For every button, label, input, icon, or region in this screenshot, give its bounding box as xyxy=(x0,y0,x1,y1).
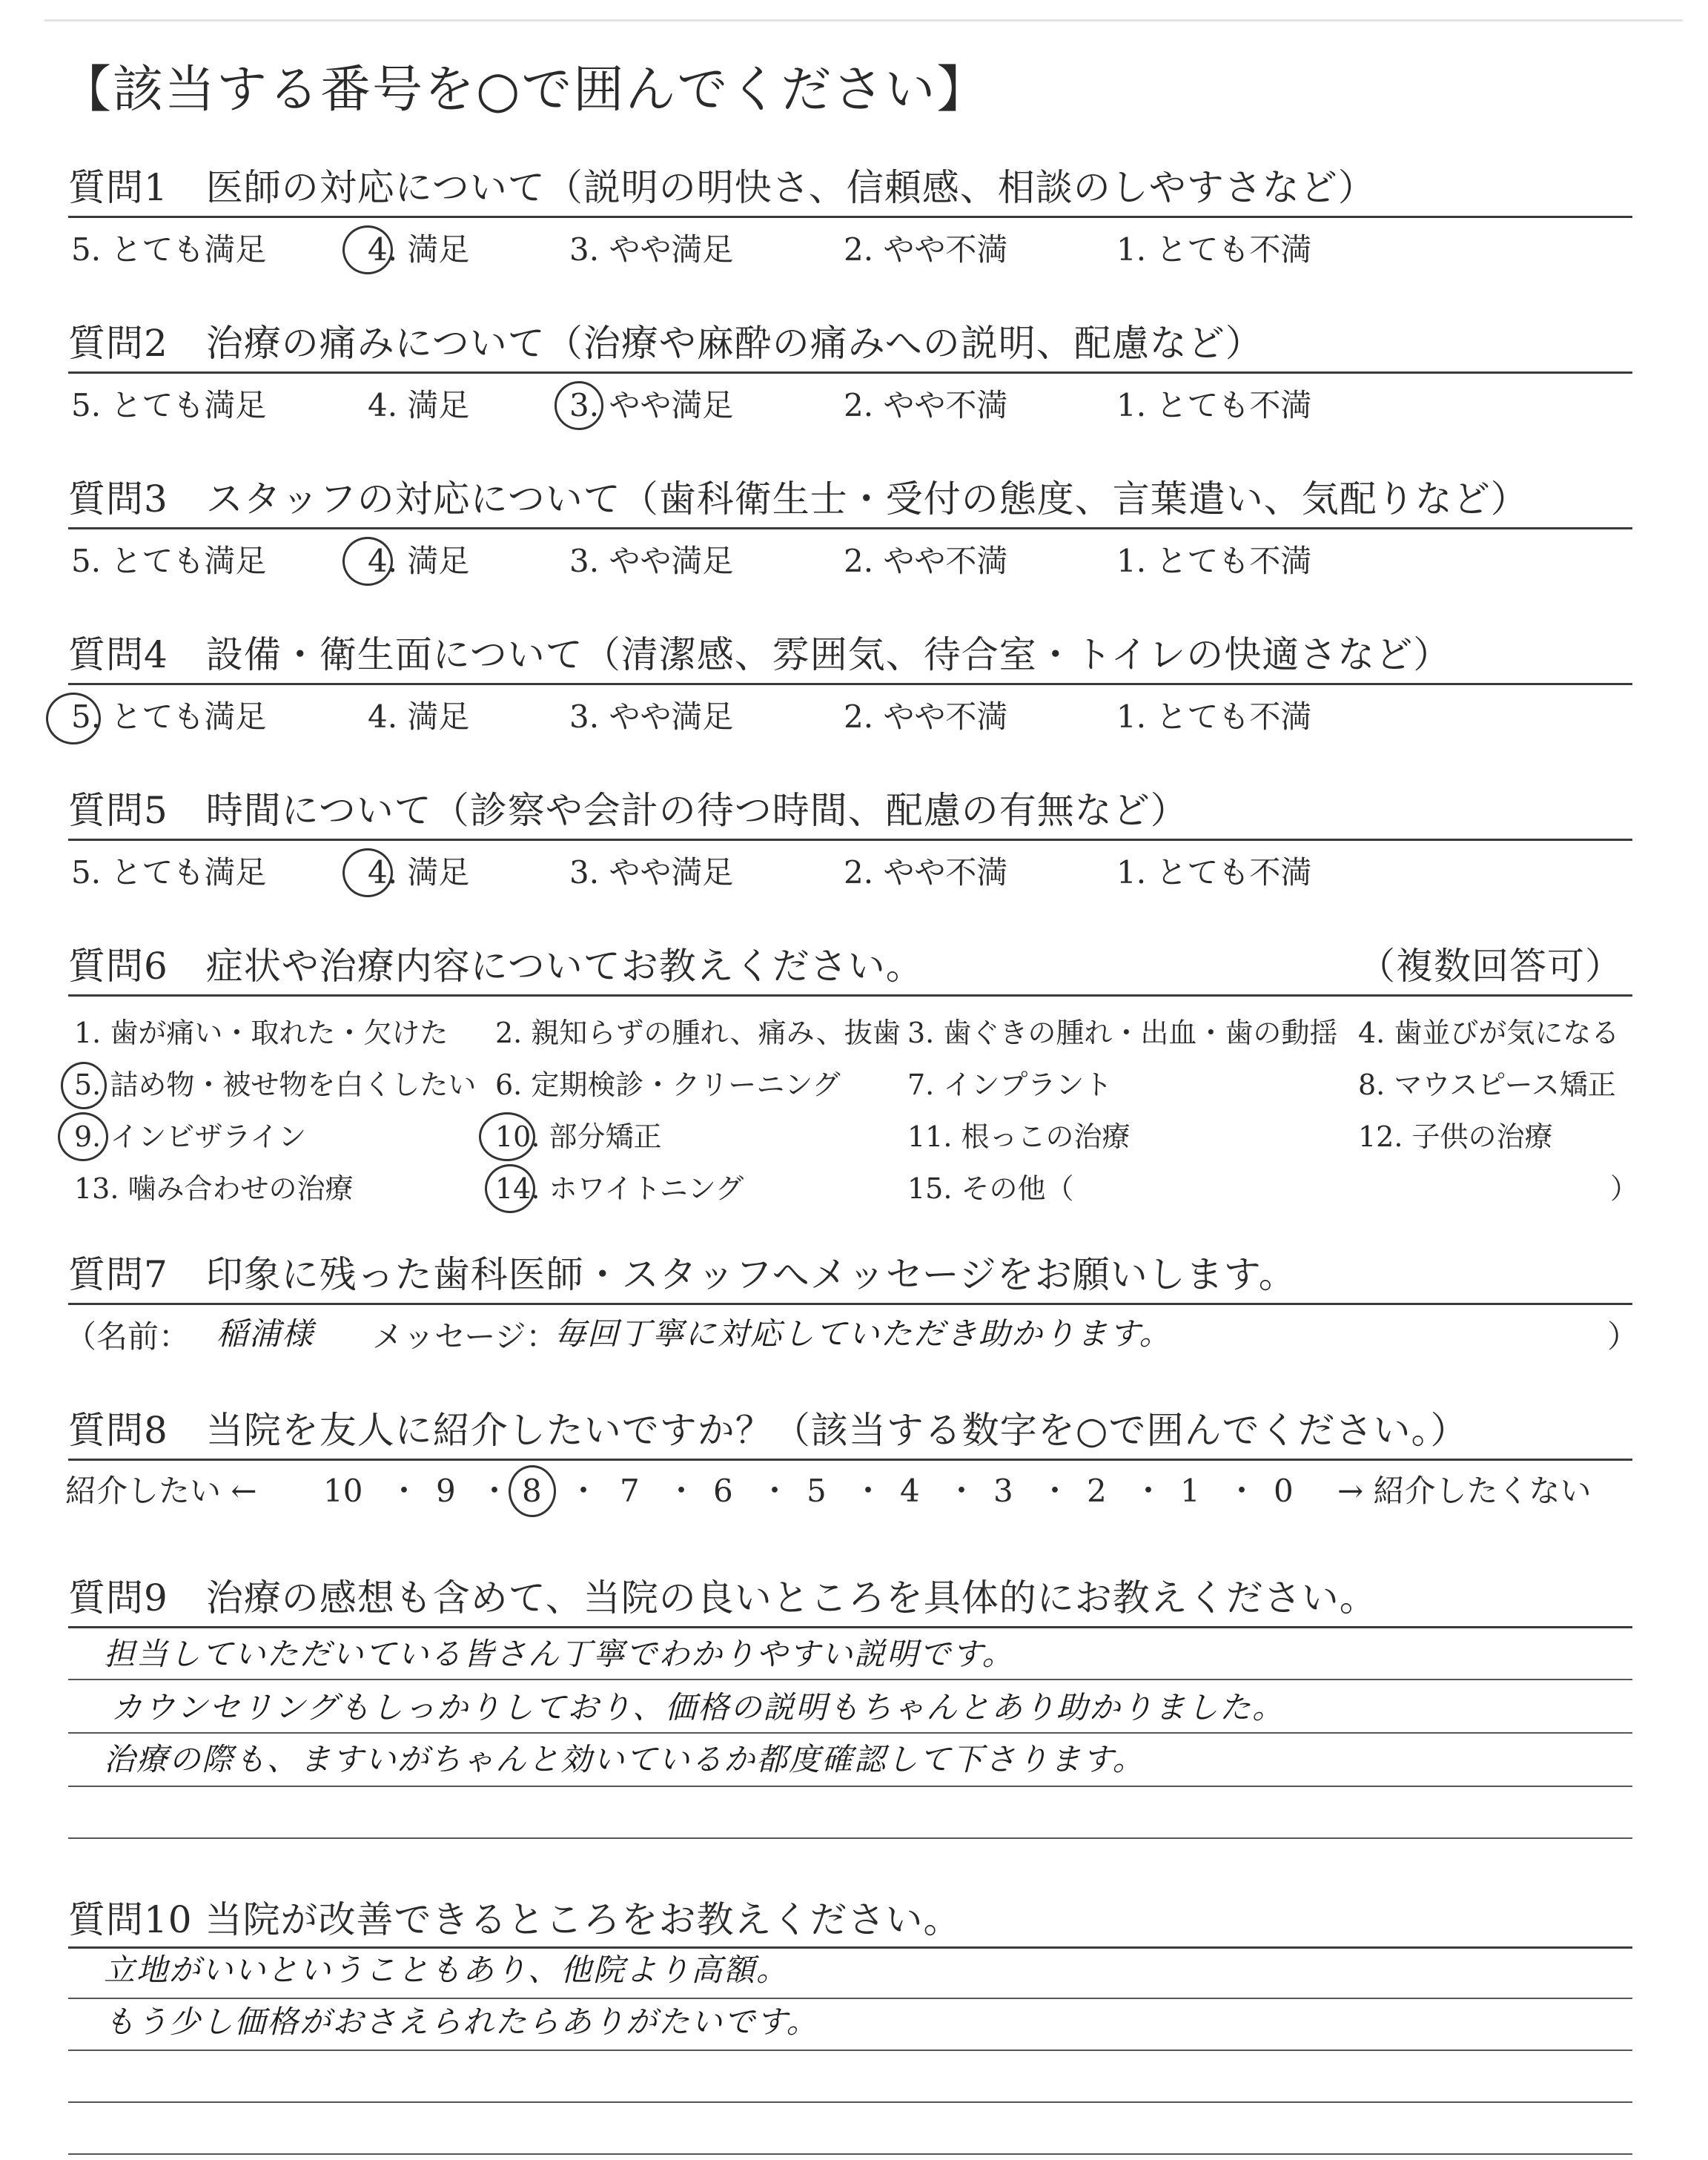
q9-rule-2 xyxy=(68,1679,1632,1680)
question-3-title: 質問3 スタッフの対応について（歯科衛生士・受付の態度、言葉遣い、気配りなど） xyxy=(68,478,1529,521)
q5-option-4[interactable]: 4. 満足 xyxy=(368,854,470,891)
q8-score-2[interactable]: 2 xyxy=(1087,1473,1107,1509)
q2-option-2[interactable]: 2. やや不満 xyxy=(844,387,1008,423)
q5-selection-circle xyxy=(342,848,393,897)
q3-option-4[interactable]: 4. 満足 xyxy=(368,543,470,579)
question-9-title: 質問9 治療の感想も含めて、当院の良いところを具体的にお教えください。 xyxy=(68,1576,1377,1619)
q1-option-2[interactable]: 2. やや不満 xyxy=(844,231,1008,268)
q8-dot-9: ・ xyxy=(1133,1473,1165,1509)
question-9 xyxy=(68,1576,1632,1619)
q2-option-4[interactable]: 4. 満足 xyxy=(368,387,470,423)
question-10-title: 質問10 当院が改善できるところをお教えください。 xyxy=(68,1898,961,1941)
question-5-rule xyxy=(68,839,1632,841)
question-1 xyxy=(68,166,1632,317)
q6-option-2[interactable]: 2. 親知らずの腫れ、痛み、抜歯 xyxy=(495,1017,901,1049)
q4-option-5[interactable]: 5. とても満足 xyxy=(71,698,267,735)
q6-selection-circle-10 xyxy=(479,1112,535,1161)
q10-rule-5 xyxy=(68,2153,1632,2155)
q9-answer-line-3[interactable]: 治療の際も、ますいがちゃんと効いているか都度確認して下さります。 xyxy=(104,1741,1145,1777)
question-6-note: （複数回答可） xyxy=(1358,945,1623,988)
question-4-rule xyxy=(68,683,1632,685)
q1-option-1[interactable]: 1. とても不満 xyxy=(1116,231,1312,268)
q6-option-4[interactable]: 4. 歯並びが気になる xyxy=(1358,1017,1620,1049)
question-7 xyxy=(65,1253,1639,1404)
q6-other-close: ） xyxy=(1610,1172,1639,1205)
question-3 xyxy=(68,480,1632,629)
q6-option-10[interactable]: 10. 部分矯正 xyxy=(495,1120,662,1153)
q8-dot-7: ・ xyxy=(946,1473,978,1509)
q3-option-1[interactable]: 1. とても不満 xyxy=(1116,543,1312,579)
q4-option-3[interactable]: 3. やや満足 xyxy=(569,698,734,735)
q2-option-5[interactable]: 5. とても満足 xyxy=(71,387,267,423)
q5-option-3[interactable]: 3. やや満足 xyxy=(569,854,734,891)
q10-rule-4 xyxy=(68,2101,1632,2103)
question-7-title: 質問7 印象に残った歯科医師・スタッフへメッセージをお願いします。 xyxy=(68,1253,1297,1296)
q4-option-2[interactable]: 2. やや不満 xyxy=(844,698,1008,735)
q5-option-2[interactable]: 2. やや不満 xyxy=(844,854,1008,891)
q2-option-3[interactable]: 3. やや満足 xyxy=(569,387,734,423)
question-4 xyxy=(68,633,1632,785)
question-8-rule xyxy=(68,1459,1632,1461)
q7-name-label: （名前： xyxy=(65,1318,191,1355)
q4-option-1[interactable]: 1. とても不満 xyxy=(1116,698,1312,735)
q10-rule-3 xyxy=(68,2050,1632,2051)
question-4-title: 質問4 設備・衛生面について（清潔感、雰囲気、待合室・トイレの快適さなど） xyxy=(68,633,1452,676)
q8-dot-3: ・ xyxy=(568,1473,600,1509)
q1-option-4[interactable]: 4. 満足 xyxy=(368,231,470,268)
q10-answer-line-2[interactable]: もう少し価格がおさえられたらありがたいです。 xyxy=(104,2004,819,2040)
q3-selection-circle xyxy=(342,537,393,586)
q10-rule-1 xyxy=(68,1946,1632,1949)
q10-rule-2 xyxy=(68,1998,1632,1999)
q6-option-9[interactable]: 9. インビザライン xyxy=(74,1120,307,1153)
q7-name-value[interactable]: 稲浦様 xyxy=(216,1315,315,1352)
question-6-title: 質問6 症状や治療内容についてお教えください。 xyxy=(68,945,924,988)
q8-dot-6: ・ xyxy=(853,1473,884,1509)
q9-rule-1 xyxy=(68,1626,1632,1628)
q7-close: ） xyxy=(1607,1318,1639,1355)
question-6-rule xyxy=(68,994,1632,997)
q9-rule-5 xyxy=(68,1837,1632,1839)
q6-option-3[interactable]: 3. 歯ぐきの腫れ・出血・歯の動揺 xyxy=(907,1017,1338,1049)
q8-dot-10: ・ xyxy=(1226,1473,1258,1509)
q8-dot-1: ・ xyxy=(388,1473,420,1509)
question-8-title: 質問8 当院を友人に紹介したいですか？（該当する数字を○で囲んでください。） xyxy=(68,1409,1469,1452)
q8-dot-8: ・ xyxy=(1039,1473,1071,1509)
question-6 xyxy=(68,945,1639,1205)
q1-option-3[interactable]: 3. やや満足 xyxy=(569,231,734,268)
q1-selection-circle xyxy=(342,225,393,274)
q2-selection-circle xyxy=(555,381,603,430)
q9-rule-3 xyxy=(68,1732,1632,1734)
q8-left-label: 紹介したい ← xyxy=(65,1473,257,1509)
question-7-rule xyxy=(68,1303,1632,1305)
q8-score-1[interactable]: 1 xyxy=(1180,1473,1200,1509)
q5-option-5[interactable]: 5. とても満足 xyxy=(71,854,267,891)
q3-option-5[interactable]: 5. とても満足 xyxy=(71,543,267,579)
q6-option-1[interactable]: 1. 歯が痛い・取れた・欠けた xyxy=(74,1017,448,1049)
question-2 xyxy=(68,322,1632,473)
q7-message-value[interactable]: 毎回丁寧に対応していただき助かります。 xyxy=(555,1315,1172,1352)
q9-answer-line-2[interactable]: カウンセリングもしっかりしており、価格の説明もちゃんとあり助かりました。 xyxy=(111,1689,1285,1725)
page-heading: 【該当する番号を○で囲んでください】 xyxy=(61,61,989,119)
q8-selection-circle xyxy=(509,1465,556,1517)
q3-option-3[interactable]: 3. やや満足 xyxy=(569,543,734,579)
q4-option-4[interactable]: 4. 満足 xyxy=(368,698,470,735)
q8-score-5[interactable]: 5 xyxy=(807,1473,827,1509)
q8-score-4[interactable]: 4 xyxy=(900,1473,920,1509)
q3-option-2[interactable]: 2. やや不満 xyxy=(844,543,1008,579)
q8-score-3[interactable]: 3 xyxy=(993,1473,1013,1509)
q8-score-10[interactable]: 10 xyxy=(323,1473,363,1509)
q6-option-6[interactable]: 6. 定期検診・クリーニング xyxy=(495,1069,841,1101)
q6-option-13[interactable]: 13. 噛み合わせの治療 xyxy=(74,1172,354,1205)
q1-option-5[interactable]: 5. とても満足 xyxy=(71,231,267,268)
q6-option-8[interactable]: 8. マウスピース矯正 xyxy=(1358,1069,1616,1101)
question-1-title: 質問1 医師の対応について（説明の明快さ、信頼感、相談のしやすさなど） xyxy=(68,166,1376,209)
question-2-title: 質問2 治療の痛みについて（治療や麻酔の痛みへの説明、配慮など） xyxy=(68,322,1263,365)
q6-option-15[interactable]: 15. その他（ xyxy=(907,1172,1074,1205)
page-top-border xyxy=(44,19,1683,22)
question-5 xyxy=(68,789,1632,940)
q8-right-label: → 紹介したくない xyxy=(1337,1473,1592,1509)
q6-option-12[interactable]: 12. 子供の治療 xyxy=(1358,1120,1553,1153)
question-2-rule xyxy=(68,371,1632,374)
q7-message-label: メッセージ： xyxy=(372,1318,557,1355)
q6-selection-circle-9 xyxy=(58,1112,108,1161)
q10-answer-line-1[interactable]: 立地がいいということもあり、他院より高額。 xyxy=(104,1952,790,1988)
question-8 xyxy=(65,1409,1632,1560)
q9-rule-4 xyxy=(68,1786,1632,1787)
q9-answer-line-1[interactable]: 担当していただいている皆さん丁寧でわかりやすい説明です。 xyxy=(104,1636,1015,1672)
question-3-rule xyxy=(68,527,1632,529)
q8-score-0[interactable]: 0 xyxy=(1274,1473,1294,1509)
q8-score-8[interactable]: 8 xyxy=(522,1473,542,1509)
q8-score-6[interactable]: 6 xyxy=(713,1473,733,1509)
q6-selection-circle-5 xyxy=(61,1062,107,1109)
q6-option-7[interactable]: 7. インプラント xyxy=(907,1069,1113,1101)
question-1-rule xyxy=(68,216,1632,218)
q6-option-11[interactable]: 11. 根っこの治療 xyxy=(907,1120,1131,1153)
q8-score-9[interactable]: 9 xyxy=(436,1473,456,1509)
q8-dot-2: ・ xyxy=(479,1473,511,1509)
q5-option-1[interactable]: 1. とても不満 xyxy=(1116,854,1312,891)
q4-selection-circle xyxy=(46,693,101,744)
q8-score-7[interactable]: 7 xyxy=(620,1473,640,1509)
question-5-title: 質問5 時間について（診察や会計の待つ時間、配慮の有無など） xyxy=(68,789,1188,832)
q8-dot-5: ・ xyxy=(759,1473,791,1509)
q8-dot-4: ・ xyxy=(666,1473,698,1509)
q6-selection-circle-14 xyxy=(485,1164,535,1213)
question-10 xyxy=(68,1898,1632,1941)
q2-option-1[interactable]: 1. とても不満 xyxy=(1116,387,1312,423)
q6-option-14[interactable]: 14. ホワイトニング xyxy=(495,1172,744,1205)
q6-option-5[interactable]: 5. 詰め物・被せ物を白くしたい xyxy=(74,1069,477,1101)
